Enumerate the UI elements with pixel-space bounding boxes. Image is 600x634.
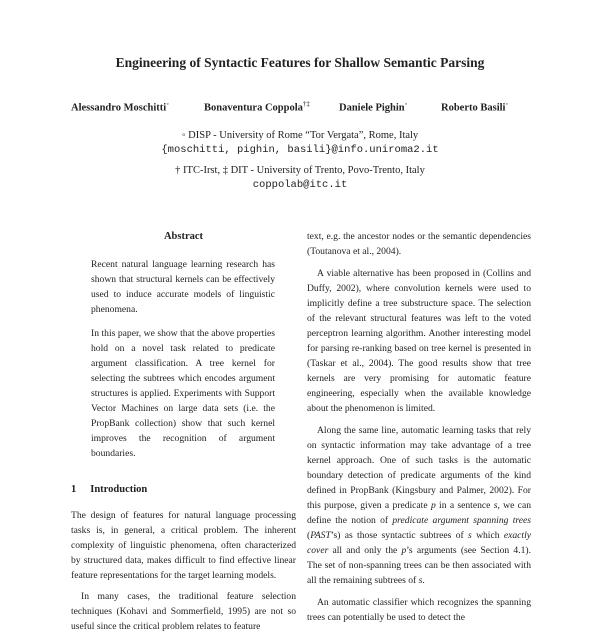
- introduction-body: [71, 508, 296, 634]
- affiliation-2-institution: † ITC-Irst, ‡ DIT - University of Trento, Povo-Trento, Italy: [175, 165, 425, 176]
- left-column: [71, 229, 296, 634]
- abstract-paragraph-2: In this paper, we show that the above properties hold on a novel task related to predicate argument classification. A tree kernel for selecting the subtrees which encodes argument structures is applied. Experiments with Support Vector Machines on large data sets (i.e. the PropBank collection) show that such kernel improves the recognition of argument boundaries.: [91, 328, 275, 459]
- section-number: 1: [71, 484, 77, 495]
- intro-paragraph-2: In many cases, the traditional feature selection techniques (Kohavi and Sommerfield, 1995) are not so useful since the critical problem relates to feature: [71, 591, 296, 632]
- right-paragraph-2: A viable alternative has been proposed in (Collins and Duffy, 2002), where convolution kernels were used to implicitly define a tree substructure space. The selection of the relevant structural features was left to the voted perceptron learning algorithm. Another interesting model for parsing re-ranking based on tree kernel is presented in (Taskar et al., 2004). The good results show that tree kernels are very promising for automatic feature engineering, especially when the available knowledge about the phenomenon is limited.: [307, 268, 531, 414]
- right-paragraph-3: Along the same line, automatic learning tasks that rely on syntactic information may take advantage of a tree kernel approach. One of such tasks is the automatic boundary detection of predicate arguments of the kind defined in PropBank (Kingsbury and Palmer, 2002). For this purpose, given a predicate p in a sentence s, we can define the notion of predicate argument spanning trees (PAST’s) as those syntactic subtrees of s which exactly cover all and only the p’s arguments (see Section 4.1). The set of non-spanning trees can be then associated with all the remaining subtrees of s.: [307, 425, 532, 586]
- author-basili: Roberto Basili◦: [441, 100, 508, 114]
- right-paragraph-4: An automatic classifier which recognizes the spanning trees can potentially be used to detect the: [307, 597, 531, 623]
- right-column: [307, 229, 531, 625]
- affiliation-1-institution: ◦ DISP - University of Rome “Tor Vergata”, Rome, Italy: [181, 130, 419, 141]
- section-title: Introduction: [90, 484, 148, 495]
- abstract-heading: Abstract: [163, 231, 204, 242]
- term-predicate-argument-spanning-trees: predicate argument spanning trees: [392, 515, 531, 526]
- affiliation-2-email: coppolab@itc.it: [252, 179, 348, 191]
- author-moschitti: Alessandro Moschitti◦: [71, 100, 169, 114]
- affiliation-2: [0, 163, 600, 193]
- affiliation-1: [0, 128, 600, 158]
- author-coppola: Bonaventura Coppola†‡: [204, 100, 310, 114]
- affiliation-1-email: {moschitti, pighin, basili}@info.uniroma2.it: [161, 144, 439, 156]
- paper-title: Engineering of Syntactic Features for Shallow Semantic Parsing: [115, 55, 485, 70]
- section-heading-introduction: [71, 482, 296, 497]
- abstract-section: [71, 229, 296, 461]
- author-pighin: Daniele Pighin◦: [339, 100, 408, 114]
- right-paragraph-1: text, e.g. the ancestor nodes or the semantic dependencies (Toutanova et al., 2004).: [307, 231, 531, 257]
- intro-paragraph-1: The design of features for natural language processing tasks is, in general, a critical problem. The inherent complexity of linguistic phenomena, often characterized by structured data, makes difficult to find effective linear feature representations for the target learning models.: [71, 510, 296, 581]
- abstract-paragraph-1: Recent natural language learning research has shown that structural kernels can be effectively used to induce accurate models of linguistic phenomena.: [91, 259, 275, 315]
